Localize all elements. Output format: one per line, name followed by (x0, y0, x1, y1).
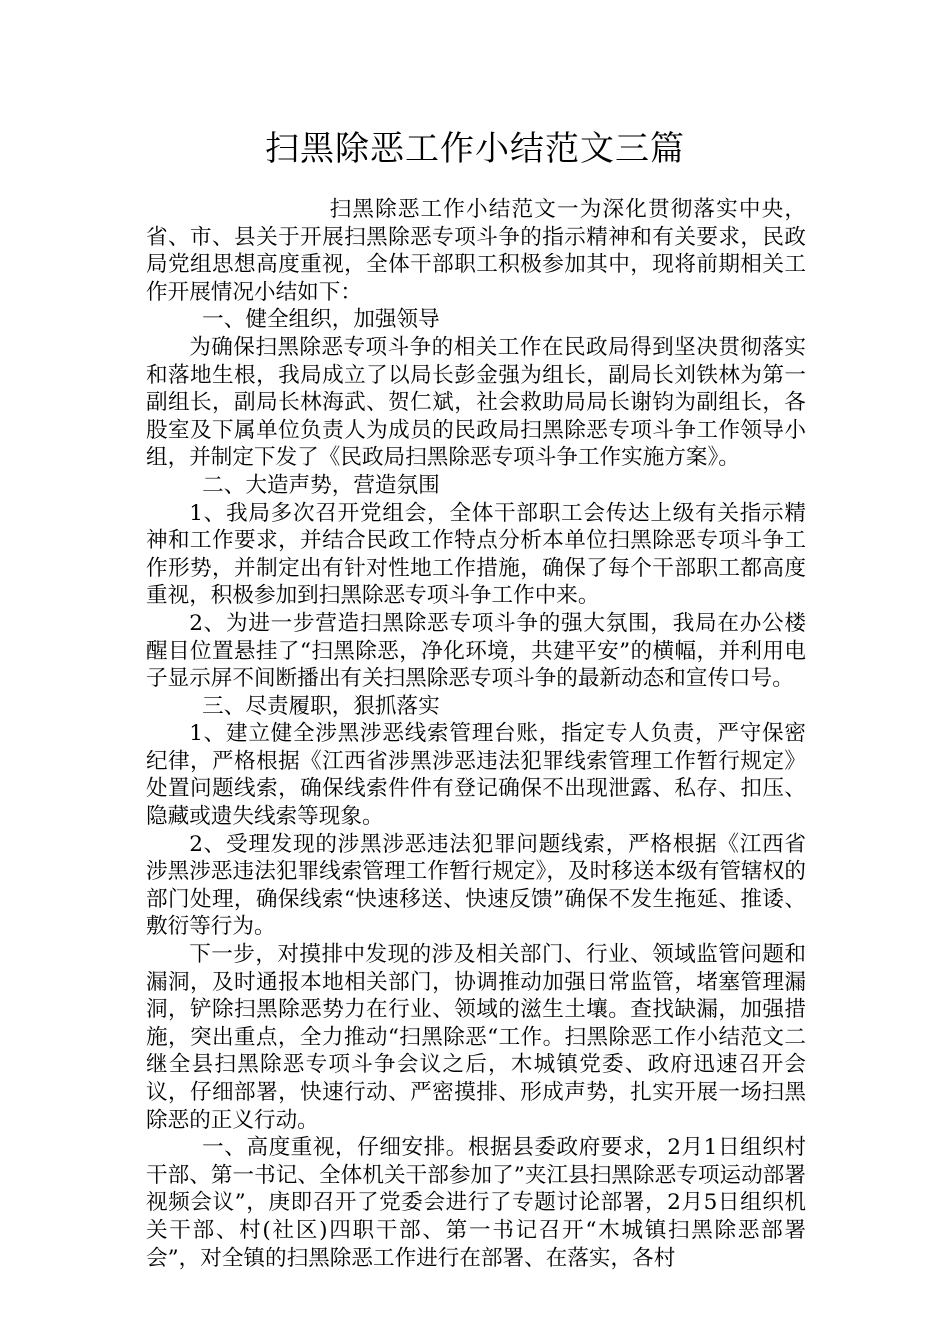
section-heading-2: 二、大造声势，营造氛围 (202, 472, 440, 498)
paragraph-intro: 扫黑除恶工作小结范文一为深化贯彻落实中央，省、市、县关于开展扫黑除恶专项斗争的指示精神和有关要求，民政局党组思想高度重视，全体干部职工积极参加其中，现将前期相关工作开展情况小结如下： (146, 197, 806, 305)
document-title: 扫黑除恶工作小结范文三篇 (265, 129, 685, 169)
document-body (146, 196, 806, 1272)
section-heading-1: 一、健全组织，加强领导 (202, 307, 440, 333)
paragraph: 为确保扫黑除恶专项斗争的相关工作在民政局得到坚决贯彻落实和落地生根，我局成立了以局长彭金强为组长，副局长刘铁林为第一副组长，副局长林海武、贺仁斌，社会救助局局长谢钧为副组长，各股室及下属单位负责人为成员的民政局扫黑除恶专项斗争工作领导小组，并制定下发了《民政局扫黑除恶专项斗争工作实施方案》。 (146, 334, 806, 471)
paragraph: 1、建立健全涉黑涉恶线索管理台账，指定专人负责，严守保密纪律，严格根据《江西省涉黑涉恶违法犯罪线索管理工作暂行规定》处置问题线索，确保线索件件有登记确保不出现泄露、私存、扣压、隐藏或遗失线索等现象。 (146, 721, 806, 830)
paragraph: 2、为进一步营造扫黑除恶专项斗争的强大氛围，我局在办公楼醒目位置悬挂了“扫黑除恶，净化环境，共建平安”的横幅，并利用电子显示屏不间断播出有关扫黑除恶专项斗争的最新动态和宣传口号。 (146, 610, 806, 692)
section-heading-3: 三、尽责履职，狠抓落实 (202, 693, 440, 719)
paragraph: 一、高度重视，仔细安排。根据县委政府要求，2月1日组织村干部、第一书记、全体机关干部参加了”夹江县扫黑除恶专项运动部署视频会议”，庚即召开了党委会进行了专题讨论部署，2月5日组织机关干部、村(社区)四职干部、第一书记召开“木城镇扫黑除恶部署会”，对全镇的扫黑除恶工作进行在部署、在落实，各村 (146, 1135, 806, 1271)
paragraph: 下一步，对摸排中发现的涉及相关部门、行业、领域监管问题和漏洞，及时通报本地相关部门，协调推动加强日常监管，堵塞管理漏洞，铲除扫黑除恶势力在行业、领域的滋生土壤。查找缺漏，加强措施，突出重点，全力推动“扫黑除恶“工作。扫黑除恶工作小结范文二继全县扫黑除恶专项斗争会议之后，木城镇党委、政府迅速召开会议，仔细部署，快速行动、严密摸排、形成声势，扎实开展一场扫黑除恶的正义行动。 (146, 942, 806, 1133)
paragraph: 1、我局多次召开党组会，全体干部职工会传达上级有关指示精神和工作要求，并结合民政工作特点分析本单位扫黑除恶专项斗争工作形势，并制定出有针对性地工作措施，确保了每个干部职工都高度重视，积极参加到扫黑除恶专项斗争工作中来。 (146, 500, 806, 609)
paragraph: 2、受理发现的涉黑涉恶违法犯罪问题线索，严格根据《江西省涉黑涉恶违法犯罪线索管理工作暂行规定》，及时移送本级有管辖权的部门处理，确保线索“快速移送、快速反馈”确保不发生拖延、推诿、敷衍等行为。 (146, 831, 806, 940)
